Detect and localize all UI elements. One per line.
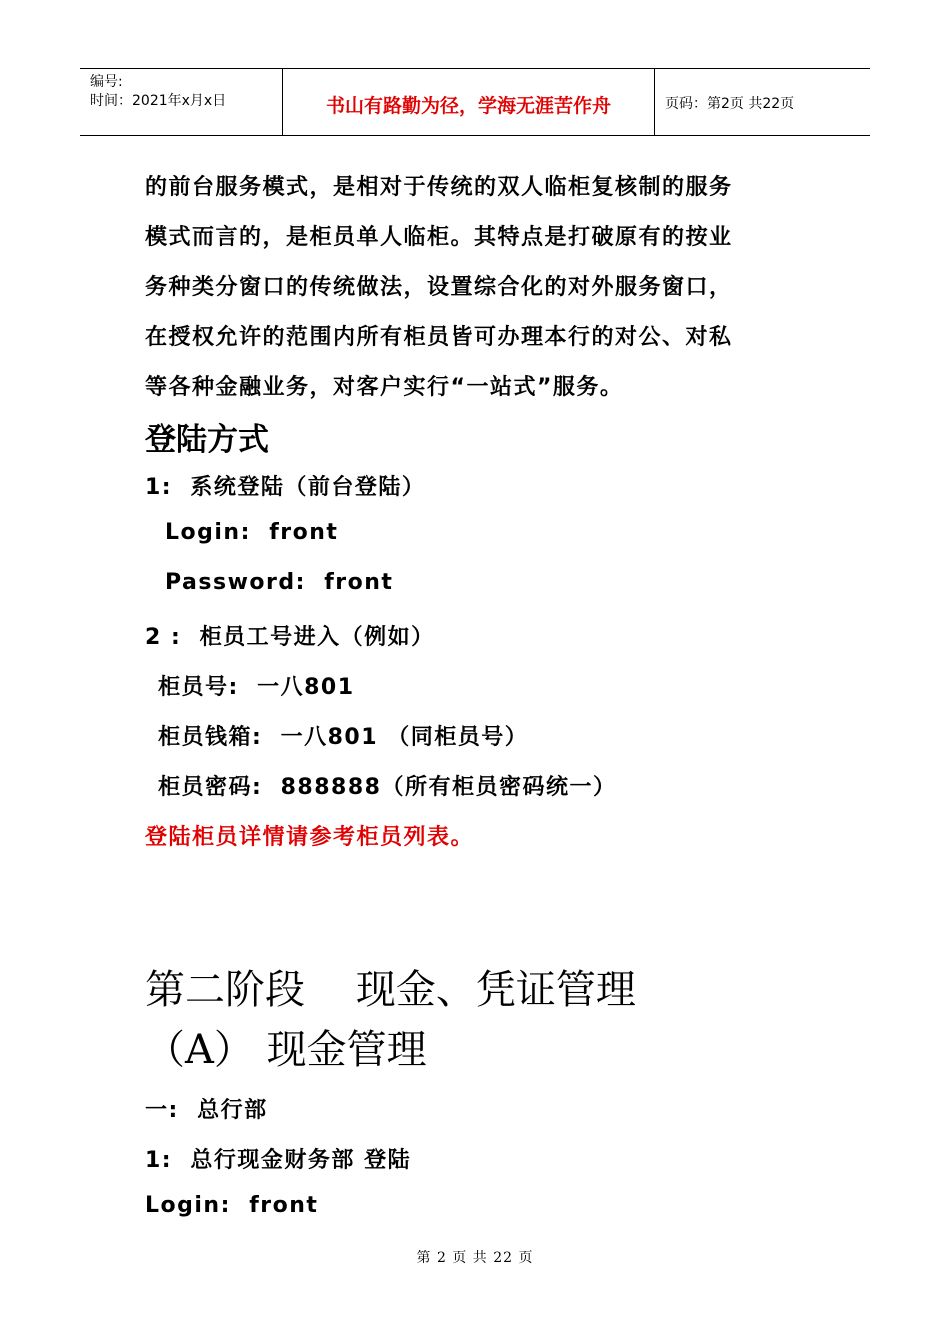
- header-motto: 书山有路勤为径，学海无涯苦作舟: [282, 69, 655, 135]
- paragraph-line-1: 的前台服务模式，是相对于传统的双人临柜复核制的服务: [145, 175, 733, 200]
- code-label: 编号:: [90, 74, 123, 90]
- login-step-1: 1: 系统登陆（前台登陆）: [145, 475, 426, 500]
- stage-login: Login: front: [145, 1193, 319, 1218]
- login-heading: 登陆方式: [145, 422, 269, 458]
- teller-cashbox: 柜员钱箱: 一八801 （同柜员号）: [158, 725, 529, 750]
- paragraph-line-5: 等各种金融业务，对客户实行“一站式”服务。: [145, 375, 624, 400]
- stage-title: 第二阶段 现金、凭证管理: [145, 967, 636, 1013]
- stage-item-1: 一: 总行部: [145, 1098, 268, 1123]
- page-header: [80, 68, 870, 136]
- paragraph-line-2: 模式而言的，是柜员单人临柜。其特点是打破原有的按业: [145, 225, 733, 250]
- paragraph-line-4: 在授权允许的范围内所有柜员皆可办理本行的对公、对私: [145, 325, 733, 350]
- header-page-number: 页码：第2页 共22页: [665, 96, 795, 112]
- stage-subtitle: （A） 现金管理: [145, 1027, 427, 1073]
- login-step-2: 2 : 柜员工号进入（例如）: [145, 625, 435, 650]
- login-password: Password: front: [165, 570, 394, 595]
- time-label: 时间：2021年x月x日: [90, 93, 227, 109]
- header-meta: [80, 69, 282, 135]
- paragraph-line-3: 务种类分窗口的传统做法，设置综合化的对外服务窗口，: [145, 275, 733, 300]
- login-username: Login: front: [165, 520, 339, 545]
- teller-note: 登陆柜员详情请参考柜员列表。: [145, 825, 475, 850]
- stage-item-2: 1: 总行现金财务部 登陆: [145, 1148, 412, 1173]
- page-footer: 第 2 页 共 22 页: [416, 1250, 534, 1266]
- teller-password: 柜员密码: 888888（所有柜员密码统一）: [158, 775, 617, 800]
- teller-number: 柜员号: 一八801: [158, 675, 355, 700]
